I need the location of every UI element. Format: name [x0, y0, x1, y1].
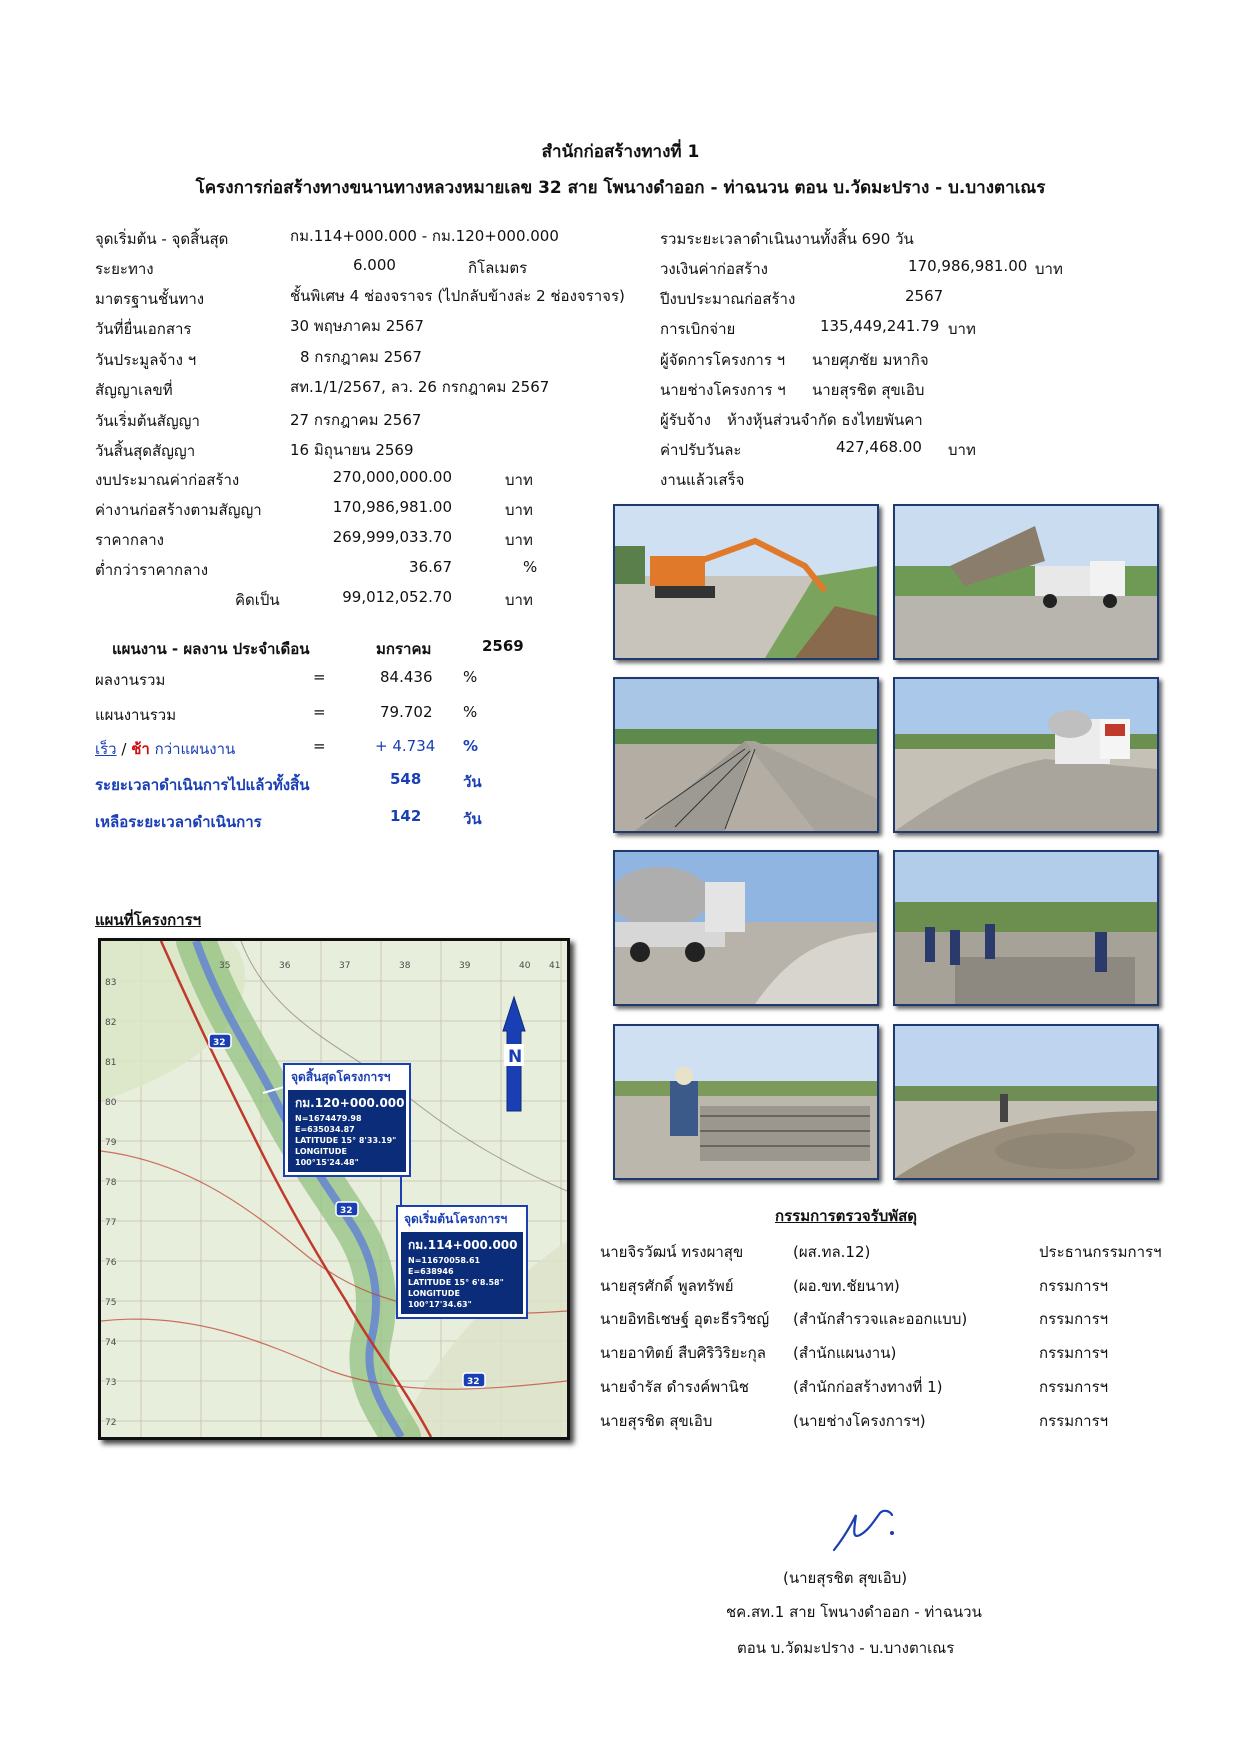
money-value: 170,986,981.00 [332, 498, 452, 516]
end-point-km: กม.120+000.000 [295, 1096, 405, 1110]
fiscal-value: 2567 [905, 287, 944, 305]
start-point-title: จุดเริ่มต้นโครงการฯ [404, 1212, 508, 1226]
fiscal-label: ปีงบประมาณก่อสร้าง [660, 290, 796, 308]
grid-label-top: 36 [279, 961, 291, 971]
end-point-e: E=635034.87 [295, 1125, 355, 1134]
member-name: นายสุรชิต สุขเอิบ [600, 1412, 713, 1430]
disburse-unit: บาท [948, 320, 976, 338]
manager-label: ผู้จัดการโครงการ ฯ [660, 351, 786, 369]
committee-heading: กรรมการตรวจรับพัสดุ [775, 1207, 918, 1225]
elapsed-value: 548 [390, 770, 422, 788]
remaining-label: เหลือระยะเวลาดำเนินการ [95, 813, 262, 831]
member-name: นายจิรวัฒน์ ทรงผาสุข [600, 1243, 744, 1261]
remaining-value: 142 [390, 807, 422, 825]
progress-month: มกราคม [376, 640, 432, 658]
signer-section: ตอน บ.วัดมะปราง - บ.บางตาเณร [737, 1639, 955, 1657]
info-label: มาตรฐานชั้นทาง [95, 290, 205, 308]
construction-photo [893, 850, 1159, 1006]
grid-label-top: 38 [399, 961, 411, 971]
info-label: วันเริ่มต้นสัญญา [95, 412, 200, 430]
grid-label-left: 73 [105, 1378, 117, 1388]
start-point-lat: LATITUDE 15° 6'8.58" [408, 1278, 504, 1287]
fast-word: เร็ว [95, 740, 117, 758]
day-unit: วัน [463, 773, 482, 791]
grid-label-left: 74 [105, 1338, 117, 1348]
member-role: กรรมการฯ [1039, 1412, 1109, 1430]
grid-label-top: 41 [549, 961, 561, 971]
grid-label-top: 39 [459, 961, 471, 971]
diff-value: + 4.734 [375, 737, 436, 755]
route-number: 32 [213, 1038, 226, 1048]
grid-label-left: 72 [105, 1418, 117, 1428]
member-role: ประธานกรรมการฯ [1039, 1243, 1162, 1261]
north-label: N [508, 1047, 523, 1067]
grid-label-left: 75 [105, 1298, 117, 1308]
budget-value: 170,986,981.00 [908, 257, 1028, 275]
grid-label-left: 78 [105, 1178, 117, 1188]
engineer-value: นายสุรชิต สุขเอิบ [812, 381, 925, 399]
vs-plan-word: กว่าแผนงาน [154, 740, 236, 758]
member-role: กรรมการฯ [1039, 1277, 1109, 1295]
percent-sign: % [463, 668, 478, 686]
slow-word: ช้า [131, 740, 150, 758]
project-map [98, 938, 570, 1440]
info-label: จุดเริ่มต้น - จุดสิ้นสุด [95, 230, 229, 248]
member-name: นายสุรศักดิ์ พูลทรัพย์ [600, 1277, 734, 1295]
progress-heading: แผนงาน - ผลงาน ประจำเดือน [112, 640, 310, 658]
office-title: สำนักก่อสร้างทางที่ 1 [541, 142, 700, 162]
money-value: 269,999,033.70 [332, 528, 452, 546]
start-point-e: E=638946 [408, 1267, 454, 1276]
money-label: ต่ำกว่าราคากลาง [95, 561, 209, 579]
contractor-value: ห้างหุ้นส่วนจำกัด ธงไทยพันคา [727, 411, 923, 429]
grid-label-left: 76 [105, 1258, 117, 1268]
plan-value: 79.702 [380, 703, 433, 721]
grid-label-left: 77 [105, 1218, 117, 1228]
actual-value: 84.436 [380, 668, 433, 686]
money-unit: บาท [505, 501, 533, 519]
actual-label: ผลงานรวม [95, 671, 166, 689]
construction-photo [893, 1024, 1159, 1180]
construction-photo [613, 1024, 879, 1180]
percent-sign: % [463, 737, 479, 755]
end-point-callout [283, 1063, 411, 1177]
info-value: สท.1/1/2567, ลว. 26 กรกฎาคม 2567 [290, 378, 550, 396]
route-shield [336, 1202, 358, 1216]
map-heading: แผนที่โครงการฯ [95, 911, 202, 929]
money-unit: บาท [505, 471, 533, 489]
elapsed-label: ระยะเวลาดำเนินการไปแล้วทั้งสิ้น [95, 776, 310, 794]
equals-sign: = [313, 668, 326, 686]
start-point-lon: LONGITUDE 100°17'34.63" [408, 1289, 472, 1309]
construction-photo [613, 504, 879, 660]
end-point-lon: LONGITUDE 100°15'24.48" [295, 1147, 359, 1167]
info-value: 27 กรกฎาคม 2567 [290, 411, 422, 429]
info-label: วันประมูลจ้าง ฯ [95, 351, 197, 369]
start-point-n: N=11670058.61 [408, 1256, 481, 1265]
construction-photo [893, 504, 1159, 660]
grid-label-top: 37 [339, 961, 351, 971]
money-unit: บาท [505, 531, 533, 549]
info-label: วันสิ้นสุดสัญญา [95, 442, 196, 460]
grid-label-left: 79 [105, 1138, 117, 1148]
grid-label-left: 81 [105, 1058, 117, 1068]
fine-unit: บาท [948, 441, 976, 459]
percent-sign: % [463, 703, 478, 721]
grid-label-left: 80 [105, 1098, 117, 1108]
money-unit: บาท [505, 591, 533, 609]
construction-photo [613, 850, 879, 1006]
info-unit: กิโลเมตร [468, 259, 528, 277]
done-label: งานแล้วเสร็จ [660, 471, 745, 489]
money-value: 36.67 [409, 558, 452, 576]
equals-sign: = [313, 737, 326, 755]
member-role: กรรมการฯ [1039, 1378, 1109, 1396]
member-name: นายจำรัส ดำรงค์พานิช [600, 1378, 749, 1396]
info-value: 16 มิถุนายน 2569 [290, 441, 414, 459]
budget-unit: บาท [1035, 260, 1063, 278]
equals-sign: = [313, 703, 326, 721]
member-name: นายอิทธิเชษฐ์ อุตะธีรวิชญ์ [600, 1310, 770, 1328]
money-value: 270,000,000.00 [332, 468, 452, 486]
diff-label [95, 737, 235, 761]
member-role: กรรมการฯ [1039, 1310, 1109, 1328]
signature-mark [830, 1505, 900, 1555]
member-role: กรรมการฯ [1039, 1344, 1109, 1362]
signer-name: (นายสุรชิต สุขเอิบ) [783, 1569, 908, 1587]
grid-label-left: 83 [105, 978, 117, 988]
info-value: กม.114+000.000 - กม.120+000.000 [290, 227, 559, 245]
engineer-label: นายช่างโครงการ ฯ [660, 381, 786, 399]
total-time: รวมระยะเวลาดำเนินงานทั้งสิ้น 690 วัน [660, 230, 914, 248]
route-shield [463, 1373, 485, 1387]
member-unit: (นายช่างโครงการฯ) [793, 1412, 926, 1430]
info-value: 30 พฤษภาคม 2567 [290, 317, 424, 335]
construction-photo [893, 677, 1159, 833]
grid-label-top: 40 [519, 961, 531, 971]
start-point-km: กม.114+000.000 [408, 1238, 518, 1252]
plan-label: แผนงานรวม [95, 706, 177, 724]
info-value: ชั้นพิเศษ 4 ช่องจราจร (ไปกลับข้างล่ะ 2 ช่องจราจร) [290, 287, 625, 305]
route-number: 32 [467, 1377, 480, 1387]
info-value: 6.000 [353, 256, 396, 274]
member-name: นายอาทิตย์ สืบศิริวิริยะกุล [600, 1344, 766, 1362]
route-shield [209, 1034, 231, 1048]
end-point-lat: LATITUDE 15° 8'33.19" [295, 1136, 397, 1145]
member-unit: (สำนักแผนงาน) [793, 1344, 897, 1362]
slash: / [121, 740, 127, 758]
info-value: 8 กรกฎาคม 2567 [300, 348, 422, 366]
construction-photo [613, 677, 879, 833]
fine-value: 427,468.00 [836, 438, 922, 456]
route-number: 32 [340, 1206, 353, 1216]
member-unit: (สำนักก่อสร้างทางที่ 1) [793, 1378, 943, 1396]
money-label: ราคากลาง [95, 531, 164, 549]
money-label: ค่างานก่อสร้างตามสัญญา [95, 501, 262, 519]
signer-position: ชค.สท.1 สาย โพนางดำออก - ท่าฉนวน [726, 1603, 982, 1621]
progress-year: 2569 [482, 637, 524, 655]
info-label: วันที่ยื่นเอกสาร [95, 320, 192, 338]
member-unit: (ผอ.ขท.ชัยนาท) [793, 1277, 900, 1295]
project-title: โครงการก่อสร้างทางขนานทางหลวงหมายเลข 32 สาย โพนางดำออก - ท่าฉนวน ตอน บ.วัดมะปราง - บ.บางตาเณร [195, 178, 1046, 198]
member-unit: (ผส.ทล.12) [793, 1243, 871, 1261]
disburse-value: 135,449,241.79 [820, 317, 940, 335]
money-label: งบประมาณค่าก่อสร้าง [95, 471, 240, 489]
manager-value: นายศุภชัย มหากิจ [812, 351, 929, 369]
day-unit: วัน [463, 810, 482, 828]
money-label: คิดเป็น [235, 591, 280, 609]
fine-label: ค่าปรับวันละ [660, 441, 742, 459]
map-image [101, 941, 567, 1437]
info-label: สัญญาเลขที่ [95, 381, 173, 399]
contractor-label: ผู้รับจ้าง [660, 411, 711, 429]
grid-label-left: 82 [105, 1018, 117, 1028]
start-point-callout [396, 1205, 528, 1319]
budget-label: วงเงินค่าก่อสร้าง [660, 260, 768, 278]
end-point-n: N=1674479.98 [295, 1114, 362, 1123]
info-label: ระยะทาง [95, 260, 154, 278]
money-value: 99,012,052.70 [342, 588, 452, 606]
member-unit: (สำนักสำรวจและออกแบบ) [793, 1310, 968, 1328]
disburse-label: การเบิกจ่าย [660, 320, 736, 338]
money-unit: % [523, 558, 538, 576]
grid-label-top: 35 [219, 961, 231, 971]
end-point-title: จุดสิ้นสุดโครงการฯ [291, 1070, 391, 1084]
